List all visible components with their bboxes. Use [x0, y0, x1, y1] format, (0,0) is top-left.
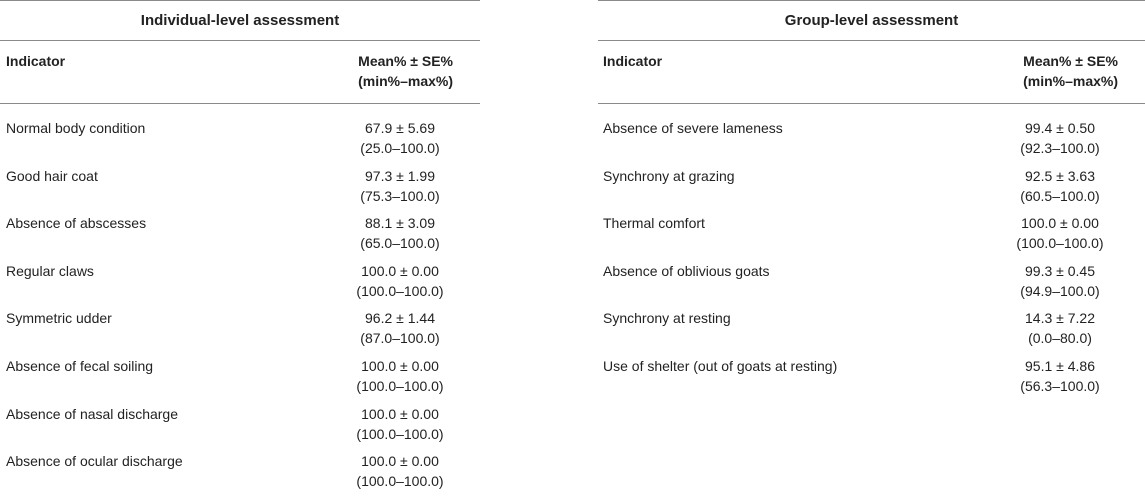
mean-value: 100.0 ± 0.00: [361, 405, 439, 422]
table-row: [598, 261, 1145, 309]
mean-value: 14.3 ± 7.22: [1025, 310, 1095, 327]
mean-header-line1: Mean% ± SE%: [358, 53, 453, 69]
mean-value: 95.1 ± 4.86: [1025, 357, 1095, 374]
indicator-cell: Normal body condition: [6, 120, 146, 136]
range-value: (100.0–100.0): [1016, 235, 1104, 252]
value-cell: [990, 213, 1130, 253]
indicator-cell: Synchrony at resting: [603, 310, 731, 327]
indicator-cell: Absence of oblivious goats: [603, 262, 770, 279]
value-cell: [990, 261, 1130, 301]
mean-value: 67.9 ± 5.69: [365, 120, 435, 136]
table-row: [598, 213, 1145, 261]
table-row: [598, 308, 1145, 356]
indicator-cell: Synchrony at grazing: [603, 167, 735, 184]
value-cell: [330, 166, 470, 206]
individual-rows: [0, 118, 480, 499]
indicator-cell: Absence of abscesses: [6, 215, 147, 232]
indicator-cell: Symmetric udder: [6, 310, 112, 327]
table-row: [0, 451, 480, 499]
value-cell: [330, 356, 470, 396]
indicator-cell: Use of shelter (out of goats at resting): [603, 357, 838, 374]
group-rows: [598, 118, 1145, 404]
range-value: (94.9–100.0): [1020, 282, 1100, 299]
mean-value: 99.4 ± 0.50: [1025, 120, 1095, 136]
header-rule: [0, 103, 480, 104]
range-value: (25.0–100.0): [360, 140, 440, 156]
range-value: (65.0–100.0): [360, 235, 440, 252]
table-row: [0, 261, 480, 309]
section-rule: [0, 40, 480, 41]
table-row: [598, 166, 1145, 214]
range-value: (92.3–100.0): [1020, 140, 1100, 156]
indicator-cell: Absence of ocular discharge: [6, 453, 183, 470]
value-cell: [990, 308, 1130, 348]
value-cell: [330, 308, 470, 348]
group-level-panel: [598, 0, 1145, 494]
mean-column-header: [358, 51, 453, 91]
indicator-cell: Thermal comfort: [603, 215, 705, 232]
individual-level-panel: [0, 0, 480, 494]
mean-column-header: [1023, 51, 1118, 91]
mean-header-line1: Mean% ± SE%: [1023, 53, 1118, 69]
group-section-title: Group-level assessment: [784, 11, 959, 29]
value-cell: [330, 213, 470, 253]
range-value: (100.0–100.0): [356, 425, 444, 442]
indicator-column-header: Indicator: [603, 53, 663, 69]
header-rule: [598, 103, 1145, 104]
mean-value: 88.1 ± 3.09: [365, 215, 435, 232]
value-cell: [330, 118, 470, 158]
indicator-cell: Absence of fecal soiling: [6, 357, 154, 374]
mean-value: 100.0 ± 0.00: [361, 262, 439, 279]
value-cell: [330, 404, 470, 444]
individual-section-title: Individual-level assessment: [140, 11, 340, 29]
value-cell: [330, 261, 470, 301]
indicator-cell: Good hair coat: [6, 167, 98, 184]
indicator-cell: Absence of severe lameness: [603, 120, 783, 136]
mean-value: 100.0 ± 0.00: [361, 357, 439, 374]
table-row: [0, 404, 480, 452]
indicator-cell: Regular claws: [6, 262, 94, 279]
range-value: (100.0–100.0): [356, 473, 444, 490]
mean-header-line2: (min%–max%): [1023, 73, 1118, 89]
range-value: (56.3–100.0): [1020, 377, 1100, 394]
table-row: [0, 213, 480, 261]
mean-value: 100.0 ± 0.00: [361, 453, 439, 470]
range-value: (100.0–100.0): [356, 282, 444, 299]
table-row: [0, 166, 480, 214]
range-value: (75.3–100.0): [360, 187, 440, 204]
mean-value: 92.5 ± 3.63: [1025, 167, 1095, 184]
value-cell: [990, 118, 1130, 158]
range-value: (60.5–100.0): [1020, 187, 1100, 204]
range-value: (87.0–100.0): [360, 330, 440, 347]
range-value: (0.0–80.0): [1028, 330, 1092, 347]
range-value: (100.0–100.0): [356, 377, 444, 394]
mean-value: 96.2 ± 1.44: [365, 310, 435, 327]
table-row: [0, 308, 480, 356]
table-row: [0, 118, 480, 166]
mean-value: 100.0 ± 0.00: [1021, 215, 1099, 232]
value-cell: [990, 166, 1130, 206]
table-row: [0, 356, 480, 404]
mean-header-line2: (min%–max%): [358, 73, 453, 89]
mean-value: 99.3 ± 0.45: [1025, 262, 1095, 279]
value-cell: [990, 356, 1130, 396]
table-row: [598, 356, 1145, 404]
indicator-column-header: Indicator: [6, 53, 66, 69]
section-rule: [598, 40, 1145, 41]
indicator-cell: Absence of nasal discharge: [6, 405, 178, 422]
value-cell: [330, 451, 470, 491]
mean-value: 97.3 ± 1.99: [365, 167, 435, 184]
table-row: [598, 118, 1145, 166]
